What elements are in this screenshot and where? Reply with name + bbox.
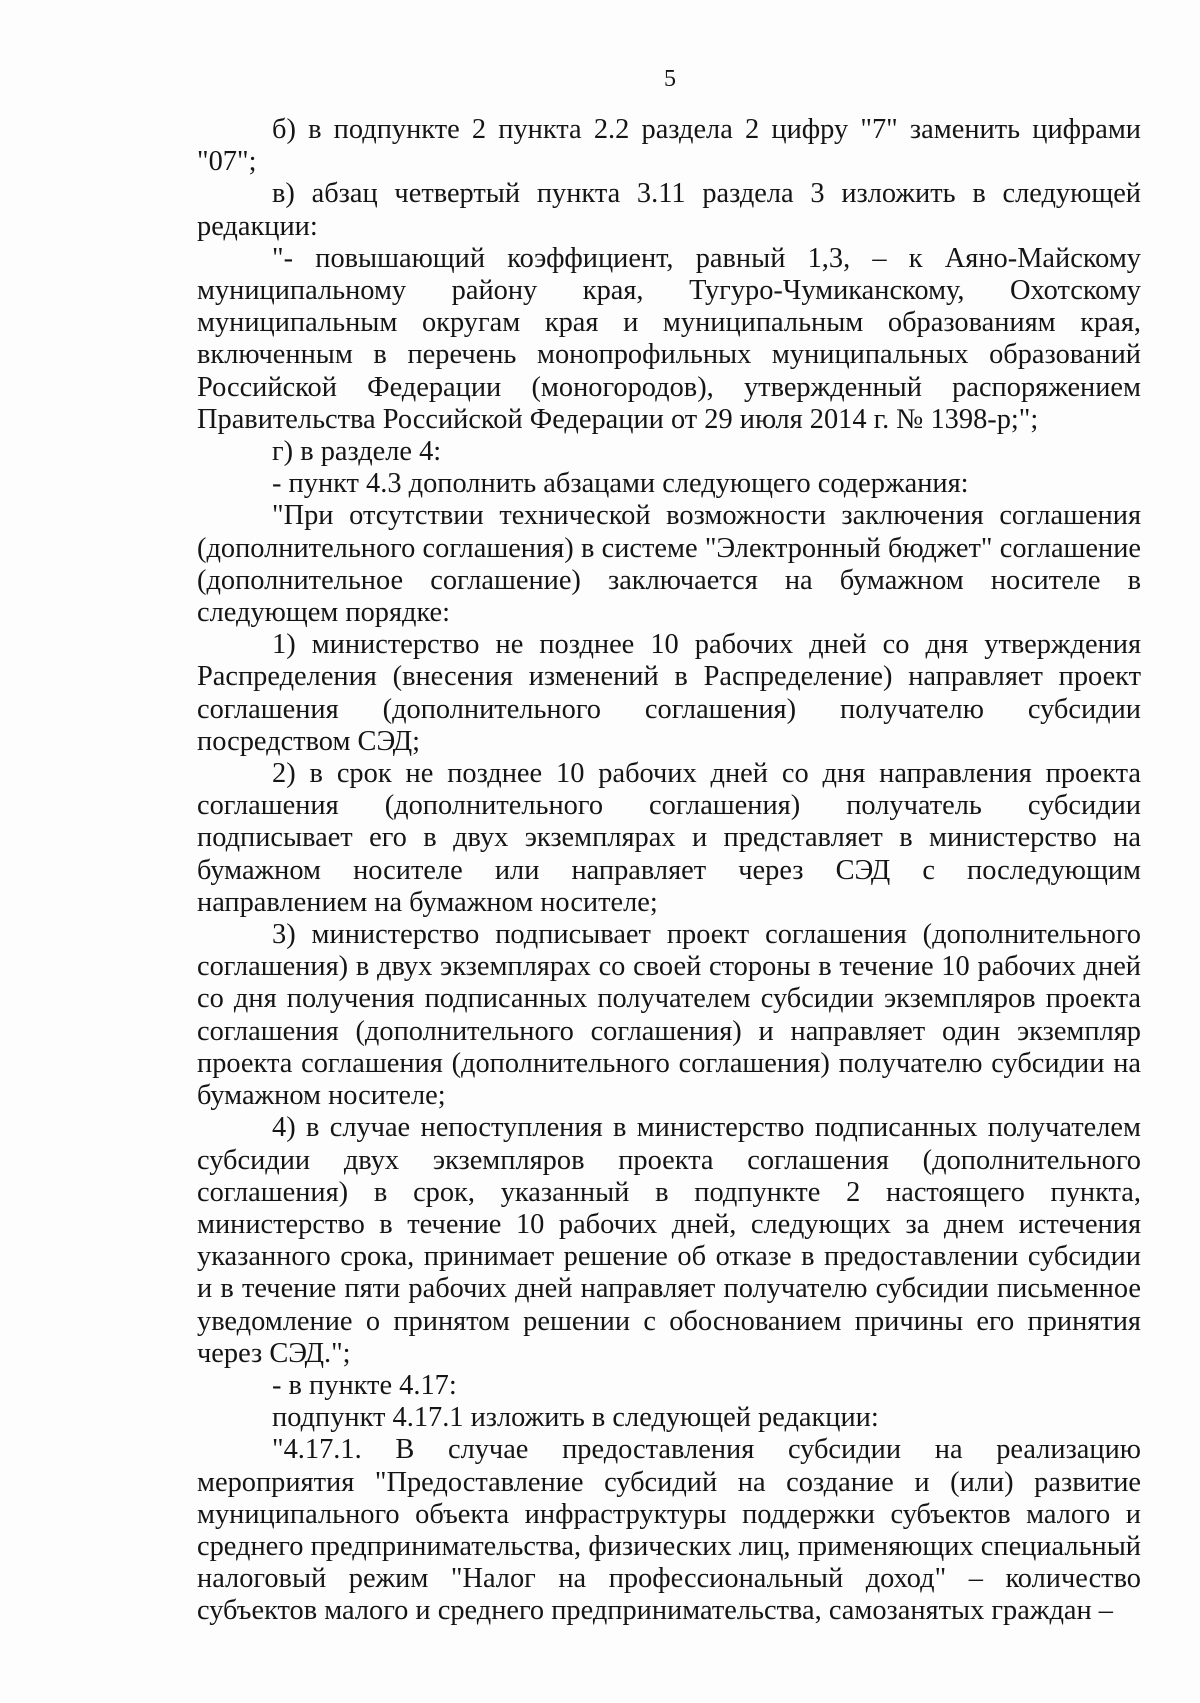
document-body	[197, 114, 1141, 1628]
paragraph-no-technical-possibility: "При отсутствии технической возможности заключения соглашения (дополнительного соглашения) в системе "Электронный бюджет" соглашение (дополнительное соглашение) заключается на бумажном носителе в следующем порядке:	[197, 500, 1141, 629]
paragraph-subpoint-4-17-1-heading: подпункт 4.17.1 изложить в следующей редакции:	[272, 1402, 879, 1434]
page-number: 5	[664, 66, 676, 92]
paragraph-point-4-17: - в пункте 4.17:	[272, 1369, 457, 1401]
paragraph-list-2: 2) в срок не позднее 10 рабочих дней со дня направления проекта соглашения (дополнительного соглашения) получатель субсидии подписывает его в двух экземплярах и представляет в министерство на бумажном носителе или направляет через СЭД с последующим направлением на бумажном носителе;	[197, 758, 1141, 918]
paragraph-point-4-3: - пункт 4.3 дополнить абзацами следующего содержания:	[272, 468, 969, 500]
paragraph-subpoint-4-17-1-text: "4.17.1. В случае предоставления субсидии на реализацию мероприятия "Предоставление субсидий на создание и (или) развитие муниципального объекта инфраструктуры поддержки субъектов малого и среднего предпринимательства, физических лиц, применяющих специальный налоговый режим "Налог на профессиональный доход" – количество субъектов малого и среднего предпринимательства, самозанятых граждан –	[197, 1434, 1141, 1627]
paragraph-item-b: б) в подпункте 2 пункта 2.2 раздела 2 цифру "7" заменить цифрами "07";	[197, 114, 1141, 178]
paragraph-list-3: 3) министерство подписывает проект соглашения (дополнительного соглашения) в двух экземплярах со своей стороны в течение 10 рабочих дней со дня получения подписанных получателем субсидии экземпляров проекта соглашения (дополнительного соглашения) и направляет один экземпляр проекта соглашения (дополнительного соглашения) получателю субсидии на бумажном носителе;	[197, 919, 1141, 1112]
paragraph-list-4: 4) в случае непоступления в министерство подписанных получателем субсидии двух экземпляров проекта соглашения (дополнительного соглашения) в срок, указанный в подпункте 2 настоящего пункта, министерство в течение 10 рабочих дней, следующих за днем истечения указанного срока, принимает решение об отказе в предоставлении субсидии и в течение пяти рабочих дней направляет получателю субсидии письменное уведомление о принятом решении с обоснованием причины его принятия через СЭД.";	[197, 1112, 1141, 1369]
paragraph-coefficient: "- повышающий коэффициент, равный 1,3, – к Аяно-Майскому муниципальному району края, Тугуро-Чумиканскому, Охотскому муниципальным округам края и муниципальным образованиям края, включенным в перечень монопрофильных муниципальных образований Российской Федерации (моногородов), утвержденный распоряжением Правительства Российской Федерации от 29 июля 2014 г. № 1398-р;";	[197, 242, 1141, 435]
paragraph-item-g: г) в разделе 4:	[272, 436, 442, 468]
paragraph-item-v: в) абзац четвертый пункта 3.11 раздела 3 изложить в следующей редакции:	[197, 178, 1141, 242]
paragraph-list-1: 1) министерство не позднее 10 рабочих дней со дня утверждения Распределения (внесения изменений в Распределение) направляет проект соглашения (дополнительного соглашения) получателю субсидии посредством СЭД;	[197, 629, 1141, 757]
